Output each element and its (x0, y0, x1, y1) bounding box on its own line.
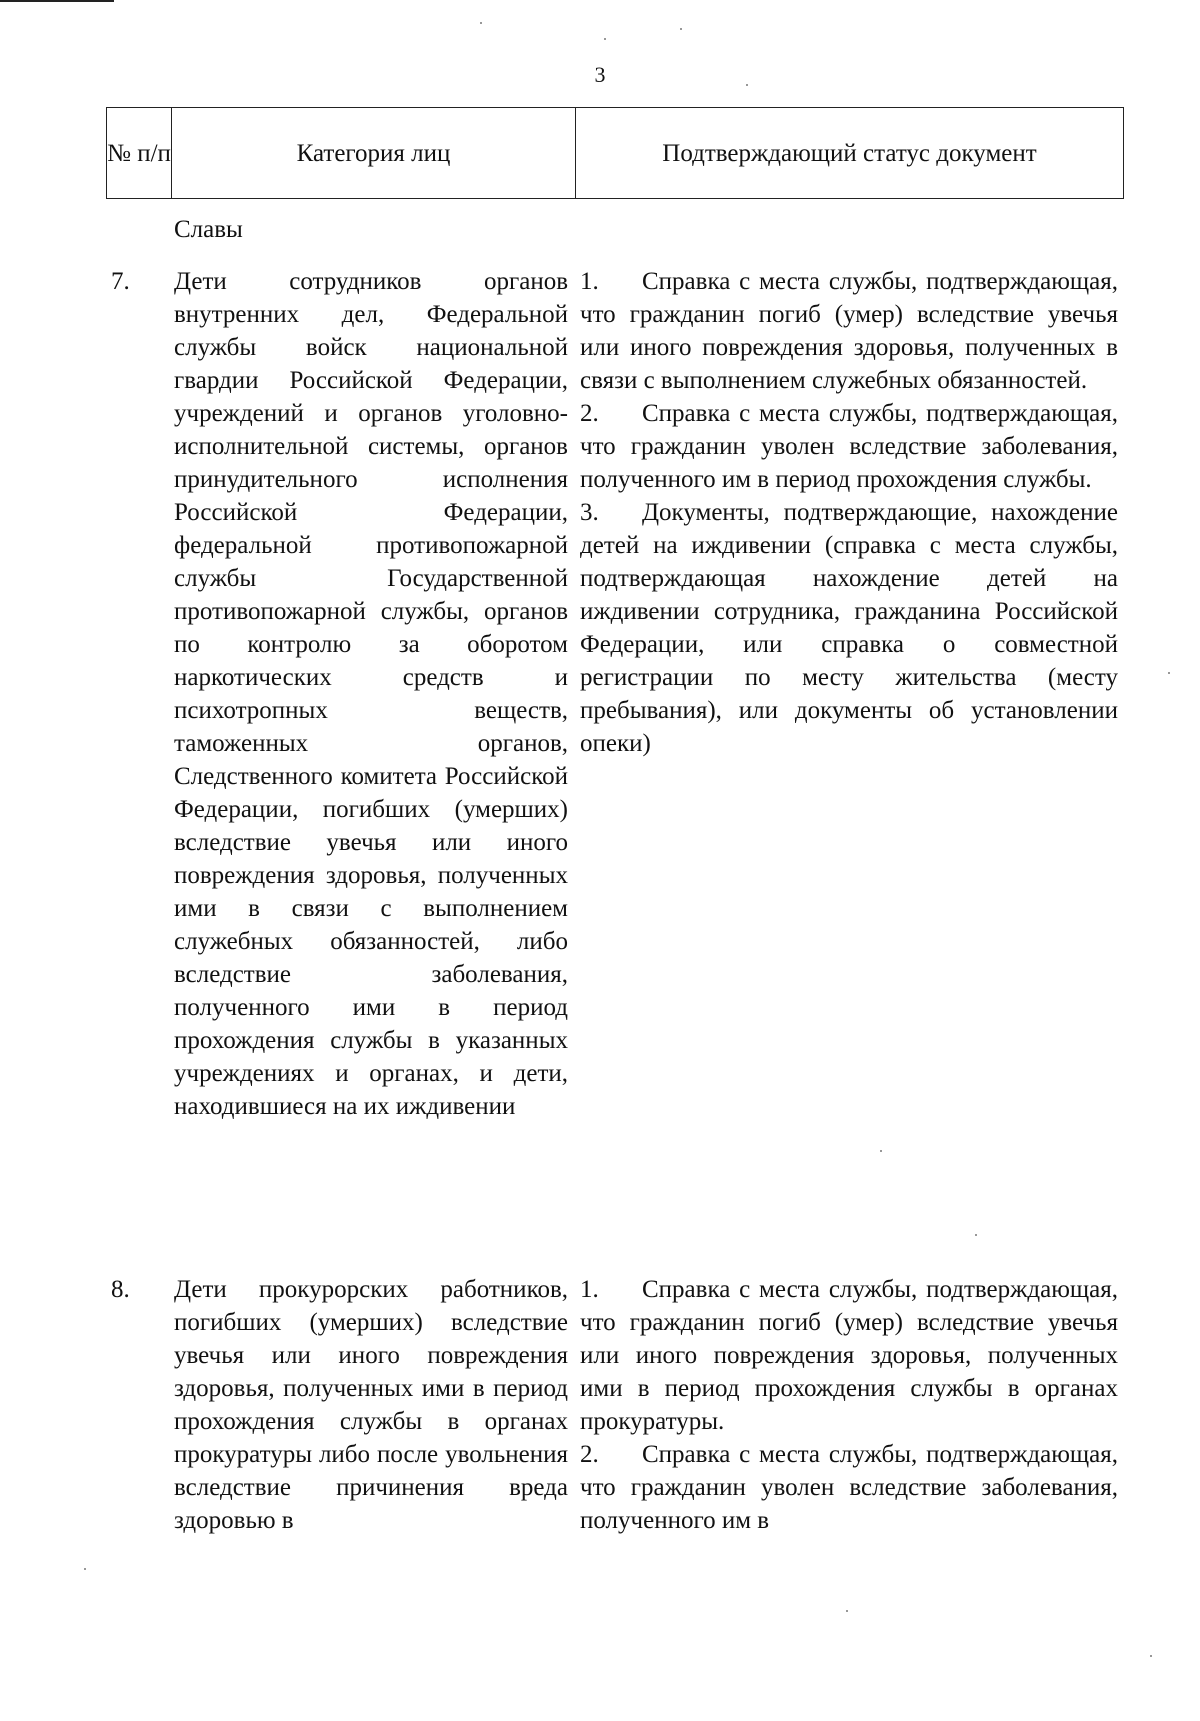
document-item-number: 3. (580, 499, 599, 526)
header-col-category: Категория лиц (172, 108, 576, 199)
scan-speck (680, 28, 682, 30)
scan-speck (846, 1610, 848, 1612)
table-header (106, 107, 1124, 199)
document-item (580, 496, 1118, 760)
page-number: 3 (594, 62, 606, 87)
scan-speck (746, 84, 748, 86)
document-item-text: Справка с места службы, подтверждающая, что гражданин погиб (умер) вследствие увечья или иного повреждения здоровья, полученных ими в период прохождения службы в органах прокуратуры. (580, 1276, 1118, 1435)
document-item-number: 1. (580, 1276, 599, 1303)
scan-corner-line (0, 0, 114, 2)
document-item-text: Справка с места службы, подтверждающая, что гражданин уволен вследствие заболевания, полученного им в период прохождения службы. (580, 400, 1118, 493)
header-col-document: Подтверждающий статус документ (576, 108, 1124, 199)
row-category: Дети прокурорских работников, погибших (умерших) вследствие увечья или иного повреждения здоровья, полученных ими в период прохождения службы в органах прокуратуры либо после увольнения вследствие причинения вреда здоровью в (174, 1276, 568, 1534)
row-category: Дети сотрудников органов внутренних дел, Федеральной службы войск национальной гвардии Российской Федерации, учреждений и органов уголовно-исполнительной системы, органов принудительного исполнения Российской Федерации, федеральной противопожарной службы Государственной противопожарной службы, органов по контролю за оборотом наркотических средств и психотропных веществ, таможенных органов, Следственного комитета Российской Федерации, погибших (умерших) вследствие увечья или иного повреждения здоровья, полученных ими в связи с выполнением служебных обязанностей, либо вследствие заболевания, полученного ими в период прохождения службы в указанных учреждениях и органах, и дети, находившиеся на их иждивении (174, 268, 568, 1120)
document-item (580, 1273, 1118, 1438)
row-number: 8. (111, 1276, 130, 1303)
scan-speck (84, 1568, 86, 1570)
header-col-number: № п/п (107, 108, 172, 199)
scan-speck (975, 1234, 977, 1236)
continued-category-text: Славы (174, 216, 243, 243)
document-item-text: Документы, подтверждающие, нахождение детей на иждивении (справка с места службы, подтверждающая нахождение детей на иждивении сотрудника, гражданина Российской Федерации, или справка о совместной регистрации по месту жительства (месту пребывания), или документы об установлении опеки) (580, 499, 1118, 757)
document-item (580, 397, 1118, 496)
document-item (580, 265, 1118, 397)
scan-speck (1168, 672, 1170, 674)
document-item-number: 1. (580, 268, 599, 295)
scan-speck (1150, 1655, 1152, 1657)
document-item (580, 1438, 1118, 1537)
scan-speck (480, 22, 482, 24)
row-documents (580, 265, 1118, 760)
scan-speck (604, 38, 606, 40)
document-item-text: Справка с места службы, подтверждающая, что гражданин уволен вследствие заболевания, полученного им в (580, 1441, 1118, 1534)
document-item-text: Справка с места службы, подтверждающая, что гражданин погиб (умер) вследствие увечья или иного повреждения здоровья, полученных в связи с выполнением служебных обязанностей. (580, 268, 1118, 394)
document-item-number: 2. (580, 400, 599, 427)
scan-speck (880, 1150, 882, 1152)
row-number: 7. (111, 268, 130, 295)
row-documents (580, 1273, 1118, 1537)
document-item-number: 2. (580, 1441, 599, 1468)
